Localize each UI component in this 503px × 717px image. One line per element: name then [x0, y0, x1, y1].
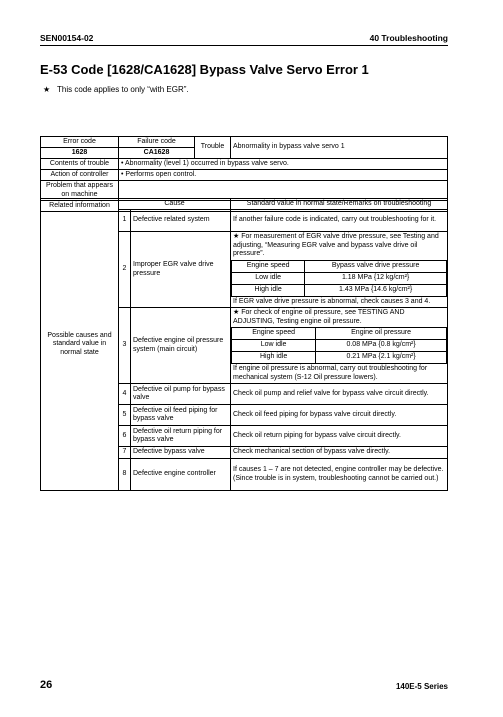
cause-text: Defective engine oil pressure system (main circuit) — [131, 308, 231, 384]
applicability-note — [40, 85, 189, 94]
cause-number: 4 — [119, 384, 131, 405]
remark-text: Check mechanical section of bypass valve directly. — [231, 447, 448, 459]
cause-number: 8 — [119, 459, 131, 491]
page-title: E-53 Code [1628/CA1628] Bypass Valve Servo Error 1 — [40, 62, 369, 77]
subtable-cell: 0.21 MPa {2.1 kg/cm²} — [316, 352, 447, 364]
cause-number: 3 — [119, 308, 131, 384]
problem-label: Problem that appears on machine — [41, 181, 119, 201]
remark-text: Check oil return piping for bypass valve circuit directly. — [231, 426, 448, 447]
trouble-label: Trouble — [195, 137, 231, 159]
trouble-text: Abnormality in bypass valve servo 1 — [231, 137, 448, 159]
pressure-subtable — [231, 327, 447, 364]
subtable-header: Engine speed — [232, 328, 316, 340]
contents-label: Contents of trouble — [41, 159, 119, 170]
standard-header: Standard value in normal state/Remarks on troubleshooting — [231, 199, 448, 210]
remark-bottom: If engine oil pressure is abnormal, carry out troubleshooting for mechanical system (S-12 Oil pressure lowers). — [233, 365, 428, 381]
cause-header: Cause — [119, 199, 231, 210]
page-number: 26 — [40, 679, 53, 691]
action-text: • Performs open control. — [119, 170, 448, 181]
cause-number: 1 — [119, 210, 131, 232]
remark-top: ★ For check of engine oil pressure, see TESTING AND ADJUSTING, Testing engine oil pressure. — [233, 309, 405, 325]
remark-text: If causes 1 – 7 are not detected, engine controller may be defective. (Since trouble is in system, troubleshooting cannot be carried out.) — [231, 459, 448, 491]
related-label: Related information — [41, 201, 119, 212]
remark-text: If another failure code is indicated, carry out troubleshooting for it. — [231, 210, 448, 232]
cause-text: Defective oil pump for bypass valve — [131, 384, 231, 405]
remark-text: Check oil pump and relief valve for bypass valve circuit directly. — [231, 384, 448, 405]
causes-table — [40, 198, 448, 491]
remark-text: Check oil feed piping for bypass valve circuit directly. — [231, 405, 448, 426]
cause-text: Defective related system — [131, 210, 231, 232]
cause-number: 5 — [119, 405, 131, 426]
subtable-cell: Low idle — [232, 340, 316, 352]
contents-text: • Abnormality (level 1) occurred in bypass valve servo. — [119, 159, 448, 170]
header-rule — [40, 45, 448, 46]
remark-bottom: If EGR valve drive pressure is abnormal, check causes 3 and 4. — [233, 297, 431, 305]
cause-text: Defective engine controller — [131, 459, 231, 491]
series-label: 140E-5 Series — [395, 682, 448, 691]
cause-text: Defective oil return piping for bypass valve — [131, 426, 231, 447]
pressure-subtable — [231, 260, 447, 297]
cause-text: Defective oil feed piping for bypass valve — [131, 405, 231, 426]
cause-number: 6 — [119, 426, 131, 447]
subtable-cell: High idle — [232, 284, 305, 296]
subtable-cell: 1.18 MPa {12 kg/cm²} — [305, 272, 447, 284]
error-code-value: 1628 — [41, 148, 119, 159]
subtable-header: Bypass valve drive pressure — [305, 260, 447, 272]
failure-code-value: CA1628 — [119, 148, 195, 159]
remark-block — [231, 308, 448, 384]
action-label: Action of controller — [41, 170, 119, 181]
error-code-label: Error code — [41, 137, 119, 148]
subtable-cell: Low idle — [232, 272, 305, 284]
possible-causes-label: Possible causes and standard value in normal state — [41, 199, 119, 491]
cause-number: 7 — [119, 447, 131, 459]
cause-number: 2 — [119, 232, 131, 308]
doc-id: SEN00154-02 — [40, 33, 94, 43]
subtable-header: Engine speed — [232, 260, 305, 272]
failure-code-label: Failure code — [119, 137, 195, 148]
remark-top: ★ For measurement of EGR valve drive pressure, see Testing and adjusting, “Measuring EGR valve and bypass valve drive oil pressure”. — [233, 233, 439, 257]
section-title: 40 Troubleshooting — [369, 33, 448, 43]
subtable-header: Engine oil pressure — [316, 328, 447, 340]
subtable-cell: 1.43 MPa {14.6 kg/cm²} — [305, 284, 447, 296]
star-icon: ★ — [43, 85, 51, 94]
remark-block — [231, 232, 448, 308]
subtable-cell: High idle — [232, 352, 316, 364]
cause-text: Defective bypass valve — [131, 447, 231, 459]
cause-text: Improper EGR valve drive pressure — [131, 232, 231, 308]
subtable-cell: 0.08 MPa {0.8 kg/cm²} — [316, 340, 447, 352]
note-text: This code applies to only “with EGR”. — [57, 85, 189, 94]
